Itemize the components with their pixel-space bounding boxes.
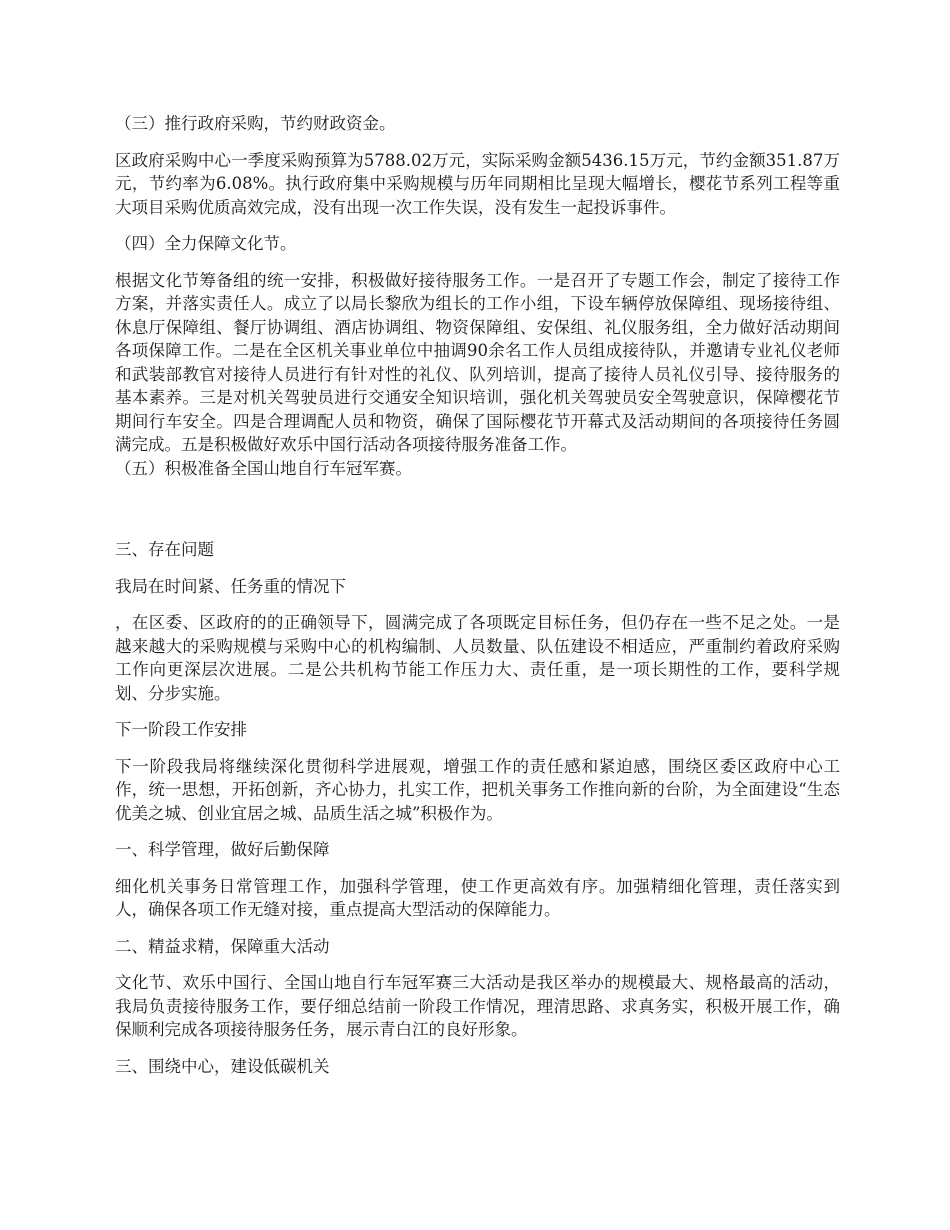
paragraph-problems-intro: 我局在时间紧、任务重的情况下: [115, 576, 346, 596]
heading-low-carbon: 三、围绕中心，建设低碳机关: [115, 1056, 330, 1076]
paragraph-major-events: 文化节、欢乐中国行、全国山地自行车冠军赛三大活动是我区举办的规模最大、规格最高的活动，我局负责接待服务工作，要仔细总结前一阶段工作情况，理清思路、求真务实，积极开展工作，确保顺利完成各项接待服务任务，展示青白江的良好形象。: [115, 973, 840, 1039]
paragraph-next-steps: 下一阶段我局将继续深化贯彻科学进展观，增强工作的责任感和紧迫感，围绕区委区政府中心工作，统一思想，开拓创新，齐心协力，扎实工作，把机关事务工作推向新的台阶，为全面建设“生态优美之城、创业宜居之城、品质生活之城”积极作为。: [115, 756, 840, 823]
paragraph-problems: ，在区委、区政府的的正确领导下，圆满完成了各项既定目标任务，但仍存在一些不足之处。一是越来越大的采购规模与采购中心的机构编制、人员数量、队伍建设不相适应，严重制约着政府采购工作向更深层次进展。二是公共机构节能工作压力大、责任重，是一项长期性的工作，要科学规划、分步实施。: [115, 613, 840, 703]
heading-5: （五）积极准备全国山地自行车冠军赛。: [115, 458, 412, 478]
paragraph-scientific-management: 细化机关事务日常管理工作，加强科学管理，使工作更高效有序。加强精细化管理，责任落实到人，确保各项工作无缝对接，重点提高大型活动的保障能力。: [115, 876, 840, 919]
heading-scientific-management: 一、科学管理，做好后勤保障: [115, 840, 330, 859]
document-page: [115, 112, 840, 1078]
heading-3: （三）推行政府采购，节约财政资金。: [115, 114, 396, 133]
section-problems-heading: 三、存在问题: [115, 540, 214, 559]
paragraph-culture-festival: 根据文化节筹备组的统一安排，积极做好接待服务工作。一是召开了专题工作会，制定了接待工作方案，并落实责任人。成立了以局长黎欣为组长的工作小组，下设车辆停放保障组、现场接待组、休息厅保障组、餐厅协调组、酒店协调组、物资保障组、安保组、礼仪服务组，全力做好活动期间各项保障工作。二是在全区机关事业单位中抽调90余名工作人员组成接待队，并邀请专业礼仪老师和武装部教官对接待人员进行有针对性的礼仪、队列培训，提高了接待人员礼仪引导、接待服务的基本素养。三是对机关驾驶员进行交通安全知识培训，强化机关驾驶员安全驾驶意识，保障樱花节期间行车安全。四是合理调配人员和物资，确保了国际樱花节开幕式及活动期间的各项接待任务圆满完成。五是积极做好欢乐中国行活动各项接待服务准备工作。: [115, 270, 840, 454]
paragraph-procurement: 区政府采购中心一季度采购预算为5788.02万元，实际采购金额5436.15万元，节约金额351.87万元，节约率为6.08%。执行政府集中采购规模与历年同期相比呈现大幅增长，樱花节系列工程等重大项目采购优质高效完成，没有出现一次工作失误，没有发生一起投诉事件。: [115, 150, 840, 217]
heading-4: （四）全力保障文化节。: [115, 234, 297, 253]
heading-major-events: 二、精益求精，保障重大活动: [115, 936, 330, 956]
section-next-steps-heading: 下一阶段工作安排: [115, 720, 247, 739]
